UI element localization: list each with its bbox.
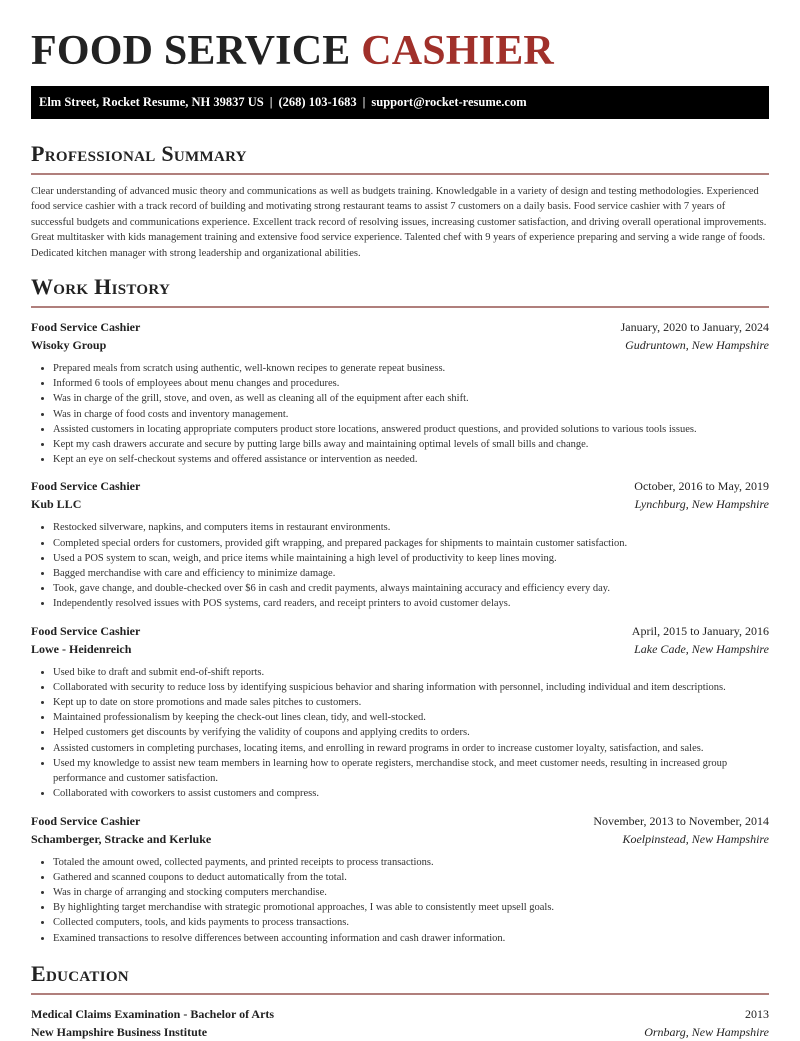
contact-phone: (268) 103-1683 xyxy=(278,95,357,109)
contact-email[interactable]: support@rocket-resume.com xyxy=(371,95,527,109)
summary-text: Clear understanding of advanced music theory and communications as well as budgets training. Knowledgable in a variety of design and testing methodologies. Experienced food service cashier with a track record of building and motivating strong restaurant teams to assist 7 customers on a daily basis. Food service cashier with 7 years of successful budgets and communications experience. Excellent track record of resolving issues, increasing customer satisfaction, and driving overall operational improvements. Great multitasker with kids management training and extensive food service experience. Talented chef with 9 years of experience preparing and serving a wide range of foods. Dedicated kitchen manager with strong leadership and organizational abilities. xyxy=(31,186,767,259)
education-year: 2013 xyxy=(745,1006,769,1021)
contact-separator: | xyxy=(362,95,366,109)
job-dates: October, 2016 to May, 2019 xyxy=(634,479,769,494)
education-entry xyxy=(31,1005,769,1041)
job-title: Food Service Cashier xyxy=(31,813,141,828)
education-degree: Medical Claims Examination - Bachelor of Arts xyxy=(31,1006,275,1021)
section-divider xyxy=(31,173,769,175)
job-bullet: • Used my knowledge to assist new team members in learning how to operate registers, merchandise stock, and meet customer needs, resulting in increased group performance and customer satisfaction. xyxy=(53,756,769,786)
job-title: Food Service Cashier xyxy=(31,320,141,335)
job-bullets xyxy=(31,520,769,611)
section-title-education: Education xyxy=(31,960,129,986)
job-bullet: • Was in charge of food costs and inventory management. xyxy=(53,407,769,422)
job-bullets xyxy=(31,855,769,946)
job-bullets xyxy=(31,665,769,802)
job-title: Food Service Cashier xyxy=(31,479,141,494)
contact-address: Elm Street, Rocket Resume, NH 39837 US xyxy=(39,95,264,109)
job-location: Gudruntown, New Hampshire xyxy=(625,338,769,353)
job-bullet: • Used bike to draft and submit end-of-shift reports. xyxy=(53,665,769,680)
job-entry xyxy=(31,812,769,946)
education-school: New Hampshire Business Institute xyxy=(31,1024,208,1039)
job-bullet: • Assisted customers in locating appropriate computers product store locations, answered product questions, and provided solutions to various tools issues. xyxy=(53,422,769,437)
job-location: Lynchburg, New Hampshire xyxy=(634,497,769,512)
job-bullet: • Kept an eye on self-checkout systems and offered assistance or intervention as needed. xyxy=(53,452,769,467)
job-bullet: • Took, gave change, and double-checked over $6 in cash and credit payments, always maintaining accuracy and efficiency every day. xyxy=(53,581,769,596)
name-part-2: CASHIER xyxy=(361,28,554,74)
job-bullet: • Assisted customers in completing purchases, locating items, and enrolling in reward programs in order to increase customer loyalty, satisfaction, and sales. xyxy=(53,741,769,756)
job-bullet: • Maintained professionalism by keeping the check-out lines clean, tidy, and well-stocked. xyxy=(53,710,769,725)
job-bullet: • Prepared meals from scratch using authentic, well-known recipes to generate repeat business. xyxy=(53,361,769,376)
job-bullet: • Kept up to date on store promotions and made sales pitches to customers. xyxy=(53,695,769,710)
job-entry xyxy=(31,622,769,802)
section-divider xyxy=(31,993,769,995)
job-bullet: • Collaborated with coworkers to assist customers and compress. xyxy=(53,786,769,801)
job-bullet: • Was in charge of arranging and stocking computers merchandise. xyxy=(53,885,769,900)
job-bullet: • Completed special orders for customers, provided gift wrapping, and prepared packages for shipments to maintain customer satisfaction. xyxy=(53,536,769,551)
job-location: Koelpinstead, New Hampshire xyxy=(622,831,769,846)
job-entry xyxy=(31,318,769,467)
section-title-work-history: Work History xyxy=(31,274,171,300)
work-history-list xyxy=(31,318,769,946)
job-company: Wisoky Group xyxy=(31,338,107,353)
job-bullet: • Totaled the amount owed, collected payments, and printed receipts to process transactions. xyxy=(53,855,769,870)
section-title-summary: Professional Summary xyxy=(31,141,247,166)
section-divider xyxy=(31,306,769,308)
job-bullet: • Informed 6 tools of employees about menu changes and procedures. xyxy=(53,376,769,391)
job-dates: April, 2015 to January, 2016 xyxy=(631,623,769,638)
job-bullet: • Bagged merchandise with care and efficiency to minimize damage. xyxy=(53,566,769,581)
job-company: Kub LLC xyxy=(31,497,82,512)
job-bullets xyxy=(31,361,769,467)
job-entry xyxy=(31,477,769,611)
job-bullet: • Restocked silverware, napkins, and computers items in restaurant environments. xyxy=(53,520,769,535)
job-company: Schamberger, Stracke and Kerluke xyxy=(31,831,212,846)
job-bullet: • Gathered and scanned coupons to deduct automatically from the total. xyxy=(53,870,769,885)
contact-separator: | xyxy=(269,95,273,109)
name-part-1: FOOD SERVICE xyxy=(31,28,351,74)
job-bullet: • Kept my cash drawers accurate and secure by putting large bills away and maintaining optimal levels of small bills and change. xyxy=(53,437,769,452)
job-bullet: • Independently resolved issues with POS systems, card readers, and receipt printers to avoid customer delays. xyxy=(53,596,769,611)
contact-bar xyxy=(31,86,769,119)
job-bullet: • By highlighting target merchandise with strategic promotional approaches, I was able to consistently meet upsell goals. xyxy=(53,900,769,915)
job-bullet: • Collaborated with security to reduce loss by identifying suspicious behavior and sharing information with personnel, including individual and item descriptions. xyxy=(53,680,769,695)
job-bullet: • Was in charge of the grill, stove, and oven, as well as cleaning all of the equipment after each shift. xyxy=(53,391,769,406)
job-bullet: • Used a POS system to scan, weigh, and price items while maintaining a high level of productivity to keep lines moving. xyxy=(53,551,769,566)
education-location: Ornbarg, New Hampshire xyxy=(644,1024,769,1039)
job-dates: January, 2020 to January, 2024 xyxy=(620,320,769,335)
job-company: Lowe - Heidenreich xyxy=(31,641,132,656)
job-bullet: • Collected computers, tools, and kids payments to process transactions. xyxy=(53,915,769,930)
job-bullet: • Examined transactions to resolve differences between accounting information and cash drawer information. xyxy=(53,931,769,946)
resume-name xyxy=(31,0,769,86)
job-title: Food Service Cashier xyxy=(31,623,141,638)
job-dates: November, 2013 to November, 2014 xyxy=(593,813,769,828)
job-bullet: • Helped customers get discounts by verifying the validity of coupons and applying credits to orders. xyxy=(53,725,769,740)
job-location: Lake Cade, New Hampshire xyxy=(634,641,769,656)
